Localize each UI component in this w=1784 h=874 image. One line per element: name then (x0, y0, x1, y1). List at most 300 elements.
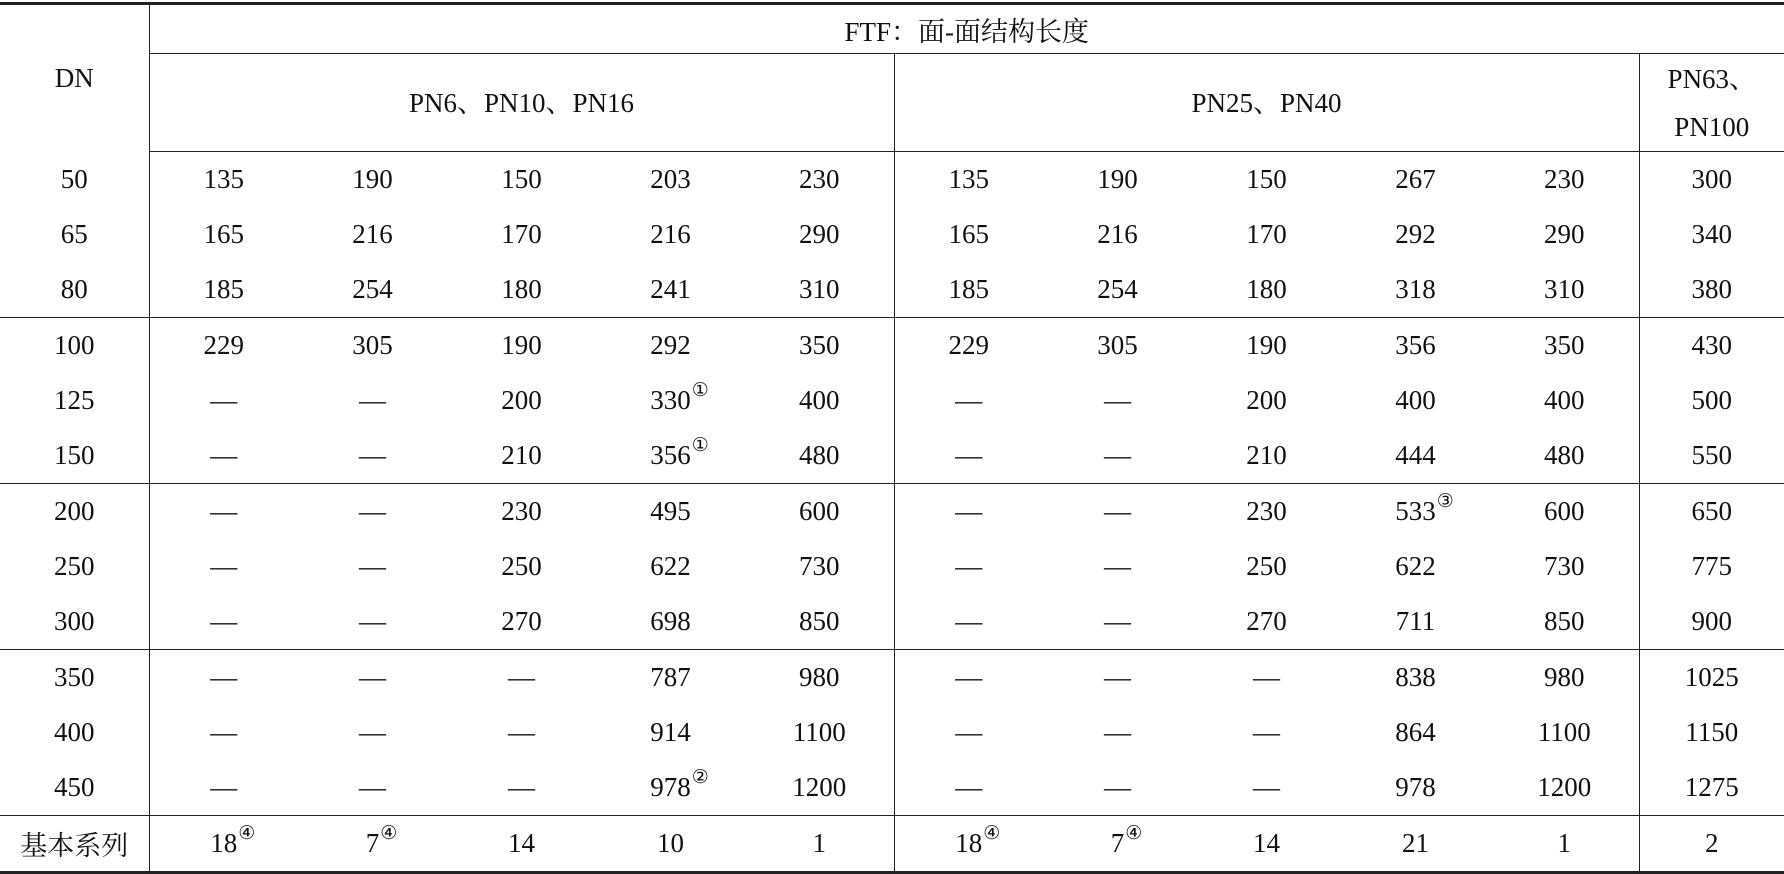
cell-value (1104, 385, 1131, 416)
cell-value (1253, 828, 1280, 859)
base-series-cell (1490, 816, 1639, 873)
length-cell (1490, 705, 1639, 760)
cell-value (352, 274, 393, 305)
cell-value (1246, 606, 1287, 637)
value-text: — (508, 717, 535, 747)
cell-value (501, 606, 542, 637)
length-cell (894, 760, 1043, 816)
length-cell (1639, 428, 1784, 484)
length-cell (298, 428, 447, 484)
value-text: 216 (352, 219, 393, 249)
value-text: 350 (799, 330, 840, 360)
cell-value (501, 219, 542, 250)
cell-value (352, 330, 393, 361)
cell-value (799, 551, 840, 582)
length-cell (1639, 207, 1784, 262)
cell-value (1097, 164, 1138, 195)
length-cell (1192, 262, 1341, 318)
length-cell (447, 539, 596, 594)
value-text: 267 (1395, 164, 1436, 194)
value-text: 350 (1544, 330, 1585, 360)
value-text: 7 (1111, 828, 1125, 858)
dn-cell: 50 (0, 152, 149, 208)
value-text: 850 (1544, 606, 1585, 636)
length-cell (1043, 594, 1192, 650)
table-row (0, 152, 1784, 208)
base-series-cell (149, 816, 298, 873)
length-cell (447, 207, 596, 262)
length-cell (1192, 539, 1341, 594)
cell-value (650, 219, 691, 250)
cell-value (1402, 828, 1429, 859)
value-text: 1200 (1537, 772, 1591, 802)
length-cell (1490, 318, 1639, 374)
length-cell (1341, 484, 1490, 540)
length-cell (894, 484, 1043, 540)
value-text: 310 (1544, 274, 1585, 304)
value-text: 550 (1692, 440, 1733, 470)
value-text: 290 (799, 219, 840, 249)
cell-value (501, 496, 542, 527)
length-cell (745, 428, 894, 484)
table-body (0, 152, 1784, 873)
cell-value (955, 717, 982, 748)
cell-value (1544, 274, 1585, 305)
base-series-label: 基本系列 (0, 816, 149, 873)
length-cell (1341, 650, 1490, 706)
value-text: 190 (352, 164, 393, 194)
length-cell (894, 650, 1043, 706)
length-cell (894, 428, 1043, 484)
table-row (0, 318, 1784, 374)
cell-value (1104, 440, 1131, 471)
value-text: 850 (799, 606, 840, 636)
cell-value (1395, 496, 1436, 527)
length-cell (149, 373, 298, 428)
value-text: — (210, 385, 237, 415)
value-text: — (210, 440, 237, 470)
length-cell (1192, 152, 1341, 208)
cell-value (1395, 662, 1436, 693)
table-row (0, 650, 1784, 706)
length-cell (596, 539, 745, 594)
value-text: 1150 (1685, 717, 1738, 747)
cell-value (1685, 772, 1739, 803)
length-cell (1490, 760, 1639, 816)
length-cell (149, 318, 298, 374)
cell-value (1097, 330, 1138, 361)
value-text: — (210, 551, 237, 581)
cell-value (799, 385, 840, 416)
length-cell (1490, 152, 1639, 208)
value-text: 650 (1692, 496, 1733, 526)
length-cell (1639, 705, 1784, 760)
dn-cell: 250 (0, 539, 149, 594)
base-series-cell (298, 816, 447, 873)
value-text: 230 (1246, 496, 1287, 526)
value-text: 1 (813, 828, 827, 858)
value-text: — (1104, 496, 1131, 526)
length-cell (1490, 594, 1639, 650)
cell-value (359, 606, 386, 637)
length-cell (1341, 152, 1490, 208)
table-row (0, 207, 1784, 262)
cell-value (955, 772, 982, 803)
length-cell (1043, 428, 1192, 484)
cell-value (799, 606, 840, 637)
length-cell (1192, 650, 1341, 706)
length-cell (596, 484, 745, 540)
value-text: 18 (210, 828, 237, 858)
value-text: 864 (1395, 717, 1436, 747)
value-text: 600 (799, 496, 840, 526)
length-cell (298, 705, 447, 760)
base-series-cell (447, 816, 596, 873)
cell-value (1692, 219, 1733, 250)
cell-value (501, 330, 542, 361)
cell-value (650, 496, 691, 527)
cell-value (501, 164, 542, 195)
value-text: 838 (1395, 662, 1436, 692)
dn-cell: 450 (0, 760, 149, 816)
length-cell (298, 760, 447, 816)
cell-value (650, 440, 691, 471)
length-cell (1341, 705, 1490, 760)
cell-value (1685, 662, 1739, 693)
length-cell (1341, 428, 1490, 484)
length-cell (745, 152, 894, 208)
value-text: 185 (949, 274, 990, 304)
length-cell (1639, 318, 1784, 374)
dn-cell: 125 (0, 373, 149, 428)
length-cell (1341, 760, 1490, 816)
value-text: 1100 (1538, 717, 1591, 747)
cell-value (210, 440, 237, 471)
cell-value (1692, 385, 1733, 416)
length-cell (596, 207, 745, 262)
length-cell (596, 262, 745, 318)
footnote-marker: ③ (1437, 490, 1454, 513)
cell-value (501, 551, 542, 582)
value-text: 711 (1396, 606, 1436, 636)
value-text: 400 (1395, 385, 1436, 415)
length-cell (447, 594, 596, 650)
cell-value (210, 662, 237, 693)
value-text: — (359, 606, 386, 636)
length-cell (596, 152, 745, 208)
cell-value (1692, 496, 1733, 527)
cell-value (352, 219, 393, 250)
cell-value (1395, 385, 1436, 416)
cell-value (1544, 219, 1585, 250)
value-text: 270 (501, 606, 542, 636)
value-text: 170 (501, 219, 542, 249)
cell-value (955, 606, 982, 637)
value-text: — (1104, 772, 1131, 802)
base-series-row (0, 816, 1784, 873)
footnote-marker: ② (692, 766, 709, 789)
cell-value (508, 828, 535, 859)
value-text: 914 (650, 717, 691, 747)
cell-value (949, 164, 990, 195)
value-text: — (1104, 440, 1131, 470)
value-text: 1275 (1685, 772, 1739, 802)
cell-value (359, 717, 386, 748)
value-text: 185 (204, 274, 245, 304)
cell-value (210, 551, 237, 582)
cell-value (1692, 440, 1733, 471)
value-text: — (955, 496, 982, 526)
cell-value (210, 606, 237, 637)
length-cell (1341, 318, 1490, 374)
length-cell (298, 373, 447, 428)
value-text: 170 (1246, 219, 1287, 249)
cell-value (210, 496, 237, 527)
value-text: — (1104, 551, 1131, 581)
cell-value (1246, 274, 1287, 305)
cell-value (650, 717, 691, 748)
cell-value (1692, 551, 1733, 582)
length-cell (1341, 262, 1490, 318)
value-text: 180 (501, 274, 542, 304)
cell-value (793, 717, 846, 748)
cell-value (210, 717, 237, 748)
dn-cell: 65 (0, 207, 149, 262)
dn-cell: 350 (0, 650, 149, 706)
cell-value (501, 274, 542, 305)
cell-value (210, 828, 237, 859)
footnote-marker: ④ (238, 822, 255, 845)
cell-value (1544, 330, 1585, 361)
value-text: 190 (1246, 330, 1287, 360)
length-cell (1043, 373, 1192, 428)
length-cell (1490, 373, 1639, 428)
value-text: 698 (650, 606, 691, 636)
footnote-marker: ④ (1125, 822, 1142, 845)
length-cell (1043, 318, 1192, 374)
cell-value (799, 164, 840, 195)
base-series-cell (1639, 816, 1784, 873)
cell-value (1246, 440, 1287, 471)
cell-value (650, 274, 691, 305)
length-cell (447, 152, 596, 208)
length-cell (596, 428, 745, 484)
table-row (0, 428, 1784, 484)
value-text: — (1104, 662, 1131, 692)
length-cell (894, 539, 1043, 594)
value-text: 980 (1544, 662, 1585, 692)
group-header-pn63-pn100 (1639, 54, 1784, 152)
footnote-marker: ④ (983, 822, 1000, 845)
cell-value (650, 551, 691, 582)
value-text: 500 (1692, 385, 1733, 415)
cell-value (1705, 828, 1719, 859)
value-text: — (359, 440, 386, 470)
value-text: 18 (955, 828, 982, 858)
cell-value (955, 551, 982, 582)
value-text: 250 (1246, 551, 1287, 581)
length-cell (1192, 484, 1341, 540)
value-text: 150 (501, 164, 542, 194)
value-text: 165 (204, 219, 245, 249)
value-text: 216 (1097, 219, 1138, 249)
cell-value (955, 496, 982, 527)
footnote-marker: ① (692, 434, 709, 457)
length-cell (1639, 262, 1784, 318)
value-text: 7 (366, 828, 380, 858)
cell-value (955, 385, 982, 416)
length-cell (447, 262, 596, 318)
length-cell (1639, 373, 1784, 428)
length-cell (894, 318, 1043, 374)
cell-value (1246, 330, 1287, 361)
value-text: — (1253, 717, 1280, 747)
value-text: — (359, 717, 386, 747)
value-text: 330 (650, 385, 691, 415)
cell-value (650, 385, 691, 416)
length-cell (596, 594, 745, 650)
cell-value (1544, 164, 1585, 195)
value-text: 400 (799, 385, 840, 415)
value-text: 21 (1402, 828, 1429, 858)
length-cell (894, 373, 1043, 428)
cell-value (1246, 164, 1287, 195)
length-cell (1490, 650, 1639, 706)
value-text: 1 (1558, 828, 1572, 858)
cell-value (657, 828, 684, 859)
base-series-cell (1192, 816, 1341, 873)
value-text: — (955, 606, 982, 636)
length-cell (149, 539, 298, 594)
base-series-cell (1043, 816, 1192, 873)
cell-value (1396, 606, 1436, 637)
value-text: 480 (799, 440, 840, 470)
cell-value (1544, 440, 1585, 471)
value-text: — (508, 662, 535, 692)
length-cell (894, 262, 1043, 318)
value-text: 230 (799, 164, 840, 194)
cell-value (1104, 772, 1131, 803)
ftf-header: FTF：面-面结构长度 (149, 4, 1784, 54)
value-text: 622 (650, 551, 691, 581)
value-text: 495 (650, 496, 691, 526)
value-text: — (210, 662, 237, 692)
cell-value (650, 772, 691, 803)
value-text: 229 (204, 330, 245, 360)
value-text: 980 (799, 662, 840, 692)
length-cell (298, 207, 447, 262)
value-text: 480 (1544, 440, 1585, 470)
length-cell (1639, 594, 1784, 650)
length-cell (149, 428, 298, 484)
length-cell (596, 373, 745, 428)
cell-value (1246, 385, 1287, 416)
length-cell (1043, 705, 1192, 760)
length-cell (1490, 428, 1639, 484)
length-cell (1341, 594, 1490, 650)
length-cell (894, 152, 1043, 208)
cell-value (1692, 274, 1733, 305)
cell-value (501, 440, 542, 471)
dn-header: DN (0, 4, 149, 152)
cell-value (501, 385, 542, 416)
length-cell (149, 262, 298, 318)
value-text: 14 (1253, 828, 1280, 858)
cell-value (799, 330, 840, 361)
length-cell (149, 152, 298, 208)
length-cell (894, 594, 1043, 650)
value-text: 180 (1246, 274, 1287, 304)
table-row (0, 705, 1784, 760)
value-text: 775 (1692, 551, 1733, 581)
cell-value (650, 662, 691, 693)
table-row (0, 539, 1784, 594)
value-text: 730 (1544, 551, 1585, 581)
value-text: — (1104, 717, 1131, 747)
value-text: 978 (650, 772, 691, 802)
cell-value (1544, 662, 1585, 693)
length-cell (447, 318, 596, 374)
length-cell (1192, 373, 1341, 428)
value-text: — (359, 662, 386, 692)
length-cell (1192, 594, 1341, 650)
length-cell (447, 428, 596, 484)
cell-value (955, 828, 982, 859)
value-text: 10 (657, 828, 684, 858)
value-text: — (1104, 606, 1131, 636)
length-cell (1043, 760, 1192, 816)
value-text: 444 (1395, 440, 1436, 470)
dn-cell: 400 (0, 705, 149, 760)
value-text: — (359, 385, 386, 415)
cell-value (1544, 496, 1585, 527)
cell-value (1097, 274, 1138, 305)
value-text: 165 (949, 219, 990, 249)
cell-value (359, 440, 386, 471)
length-cell (1341, 373, 1490, 428)
cell-value (210, 385, 237, 416)
table-row (0, 594, 1784, 650)
cell-value (792, 772, 846, 803)
value-text: 150 (1246, 164, 1287, 194)
value-text: — (955, 662, 982, 692)
value-text: — (1253, 772, 1280, 802)
value-text: 216 (650, 219, 691, 249)
value-text: 190 (1097, 164, 1138, 194)
value-text: 400 (1544, 385, 1585, 415)
value-text: 310 (799, 274, 840, 304)
length-cell (745, 650, 894, 706)
value-text: — (359, 551, 386, 581)
length-cell (149, 760, 298, 816)
cell-value (813, 828, 827, 859)
length-cell (745, 207, 894, 262)
length-cell (298, 650, 447, 706)
value-text: 900 (1692, 606, 1733, 636)
value-text: 300 (1692, 164, 1733, 194)
value-text: — (1104, 385, 1131, 415)
cell-value (1246, 496, 1287, 527)
value-text: 230 (1544, 164, 1585, 194)
pn100-header-line: PN100 (1640, 103, 1784, 151)
value-text: — (210, 717, 237, 747)
length-cell (1192, 428, 1341, 484)
cell-value (1538, 717, 1591, 748)
length-cell (298, 318, 447, 374)
table-row (0, 484, 1784, 540)
value-text: 622 (1395, 551, 1436, 581)
cell-value (1685, 717, 1738, 748)
